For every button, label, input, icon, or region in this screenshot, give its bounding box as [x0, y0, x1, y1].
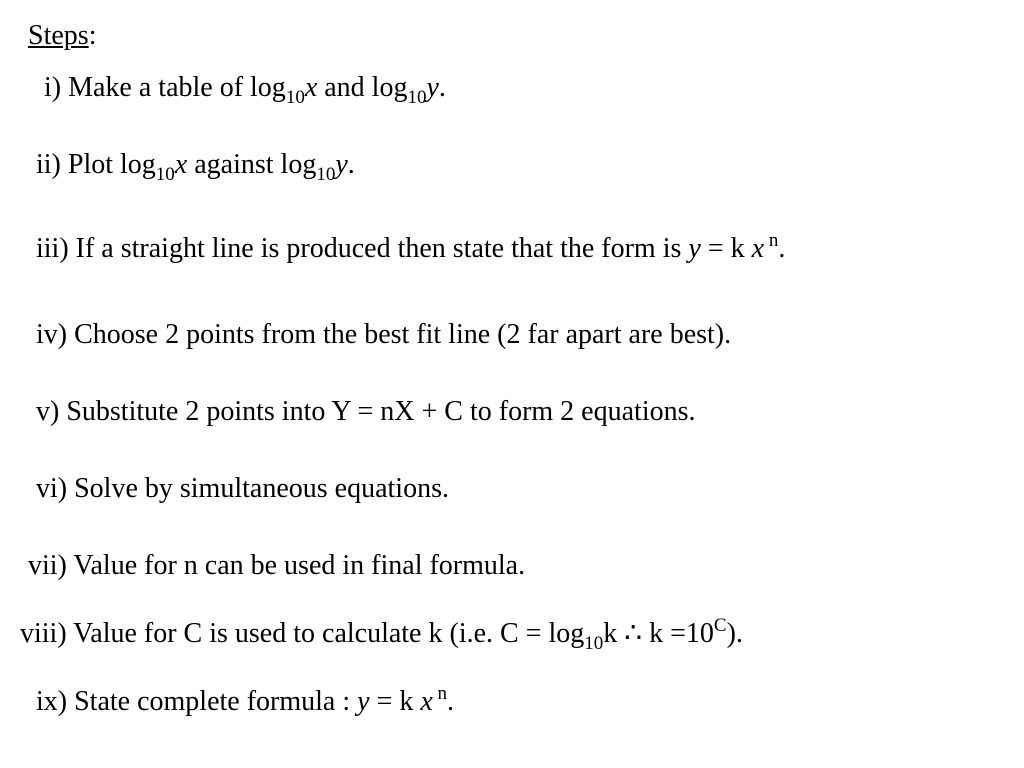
step-9-superscript-n: n	[432, 683, 448, 704]
step-3	[36, 231, 785, 267]
step-2-subscript-1: 10	[155, 164, 175, 185]
step-9-text-a: ix) State complete formula :	[36, 686, 358, 717]
step-8-text-b: k ∴ k =10	[603, 618, 714, 649]
step-1	[44, 70, 446, 106]
step-8-subscript: 10	[584, 633, 604, 654]
step-9-text-b: = k	[369, 686, 421, 717]
steps-heading	[28, 18, 96, 54]
step-3-text-b: = k	[700, 233, 752, 264]
steps-heading-colon: :	[88, 20, 97, 51]
step-9	[36, 684, 454, 720]
step-3-superscript-n: n	[764, 230, 779, 251]
step-1-subscript-2: 10	[407, 87, 427, 108]
step-9-var-x: x	[420, 686, 433, 717]
step-8-end: ).	[726, 618, 743, 649]
step-3-end: .	[778, 233, 786, 264]
step-1-end: .	[438, 72, 446, 103]
step-8	[20, 616, 743, 652]
step-6: vi) Solve by simultaneous equations.	[36, 473, 449, 504]
step-1-var-x: x	[304, 72, 318, 103]
step-9-end: .	[447, 686, 455, 717]
step-2-text-a: ii) Plot log	[36, 149, 156, 180]
step-2-var-x: x	[174, 149, 188, 180]
step-1-var-y: y	[426, 72, 439, 103]
steps-heading-label: Steps	[28, 20, 89, 51]
step-4: iv) Choose 2 points from the best fit line (2 far apart are best).	[36, 319, 732, 350]
step-3-text-a: iii) If a straight line is produced then state that the form is	[36, 233, 689, 264]
step-2-end: .	[347, 149, 355, 180]
step-8-text-a: viii) Value for C is used to calculate k (i.e. C = log	[20, 618, 585, 649]
step-2	[36, 147, 355, 183]
step-8-superscript-c: C	[713, 615, 727, 636]
step-2-subscript-2: 10	[316, 164, 336, 185]
step-1-subscript-1: 10	[285, 87, 305, 108]
step-7: vii) Value for n can be used in final formula.	[28, 550, 526, 581]
step-2-text-b: against log	[187, 149, 317, 180]
step-3-var-y: y	[688, 233, 701, 264]
step-3-var-x: x	[751, 233, 765, 264]
step-1-text-b: and log	[317, 72, 408, 103]
step-2-var-y: y	[335, 149, 348, 180]
step-5: v) Substitute 2 points into Y = nX + C to form 2 equations.	[36, 396, 696, 427]
step-9-var-y: y	[357, 686, 370, 717]
step-1-text-a: i) Make a table of log	[44, 72, 286, 103]
